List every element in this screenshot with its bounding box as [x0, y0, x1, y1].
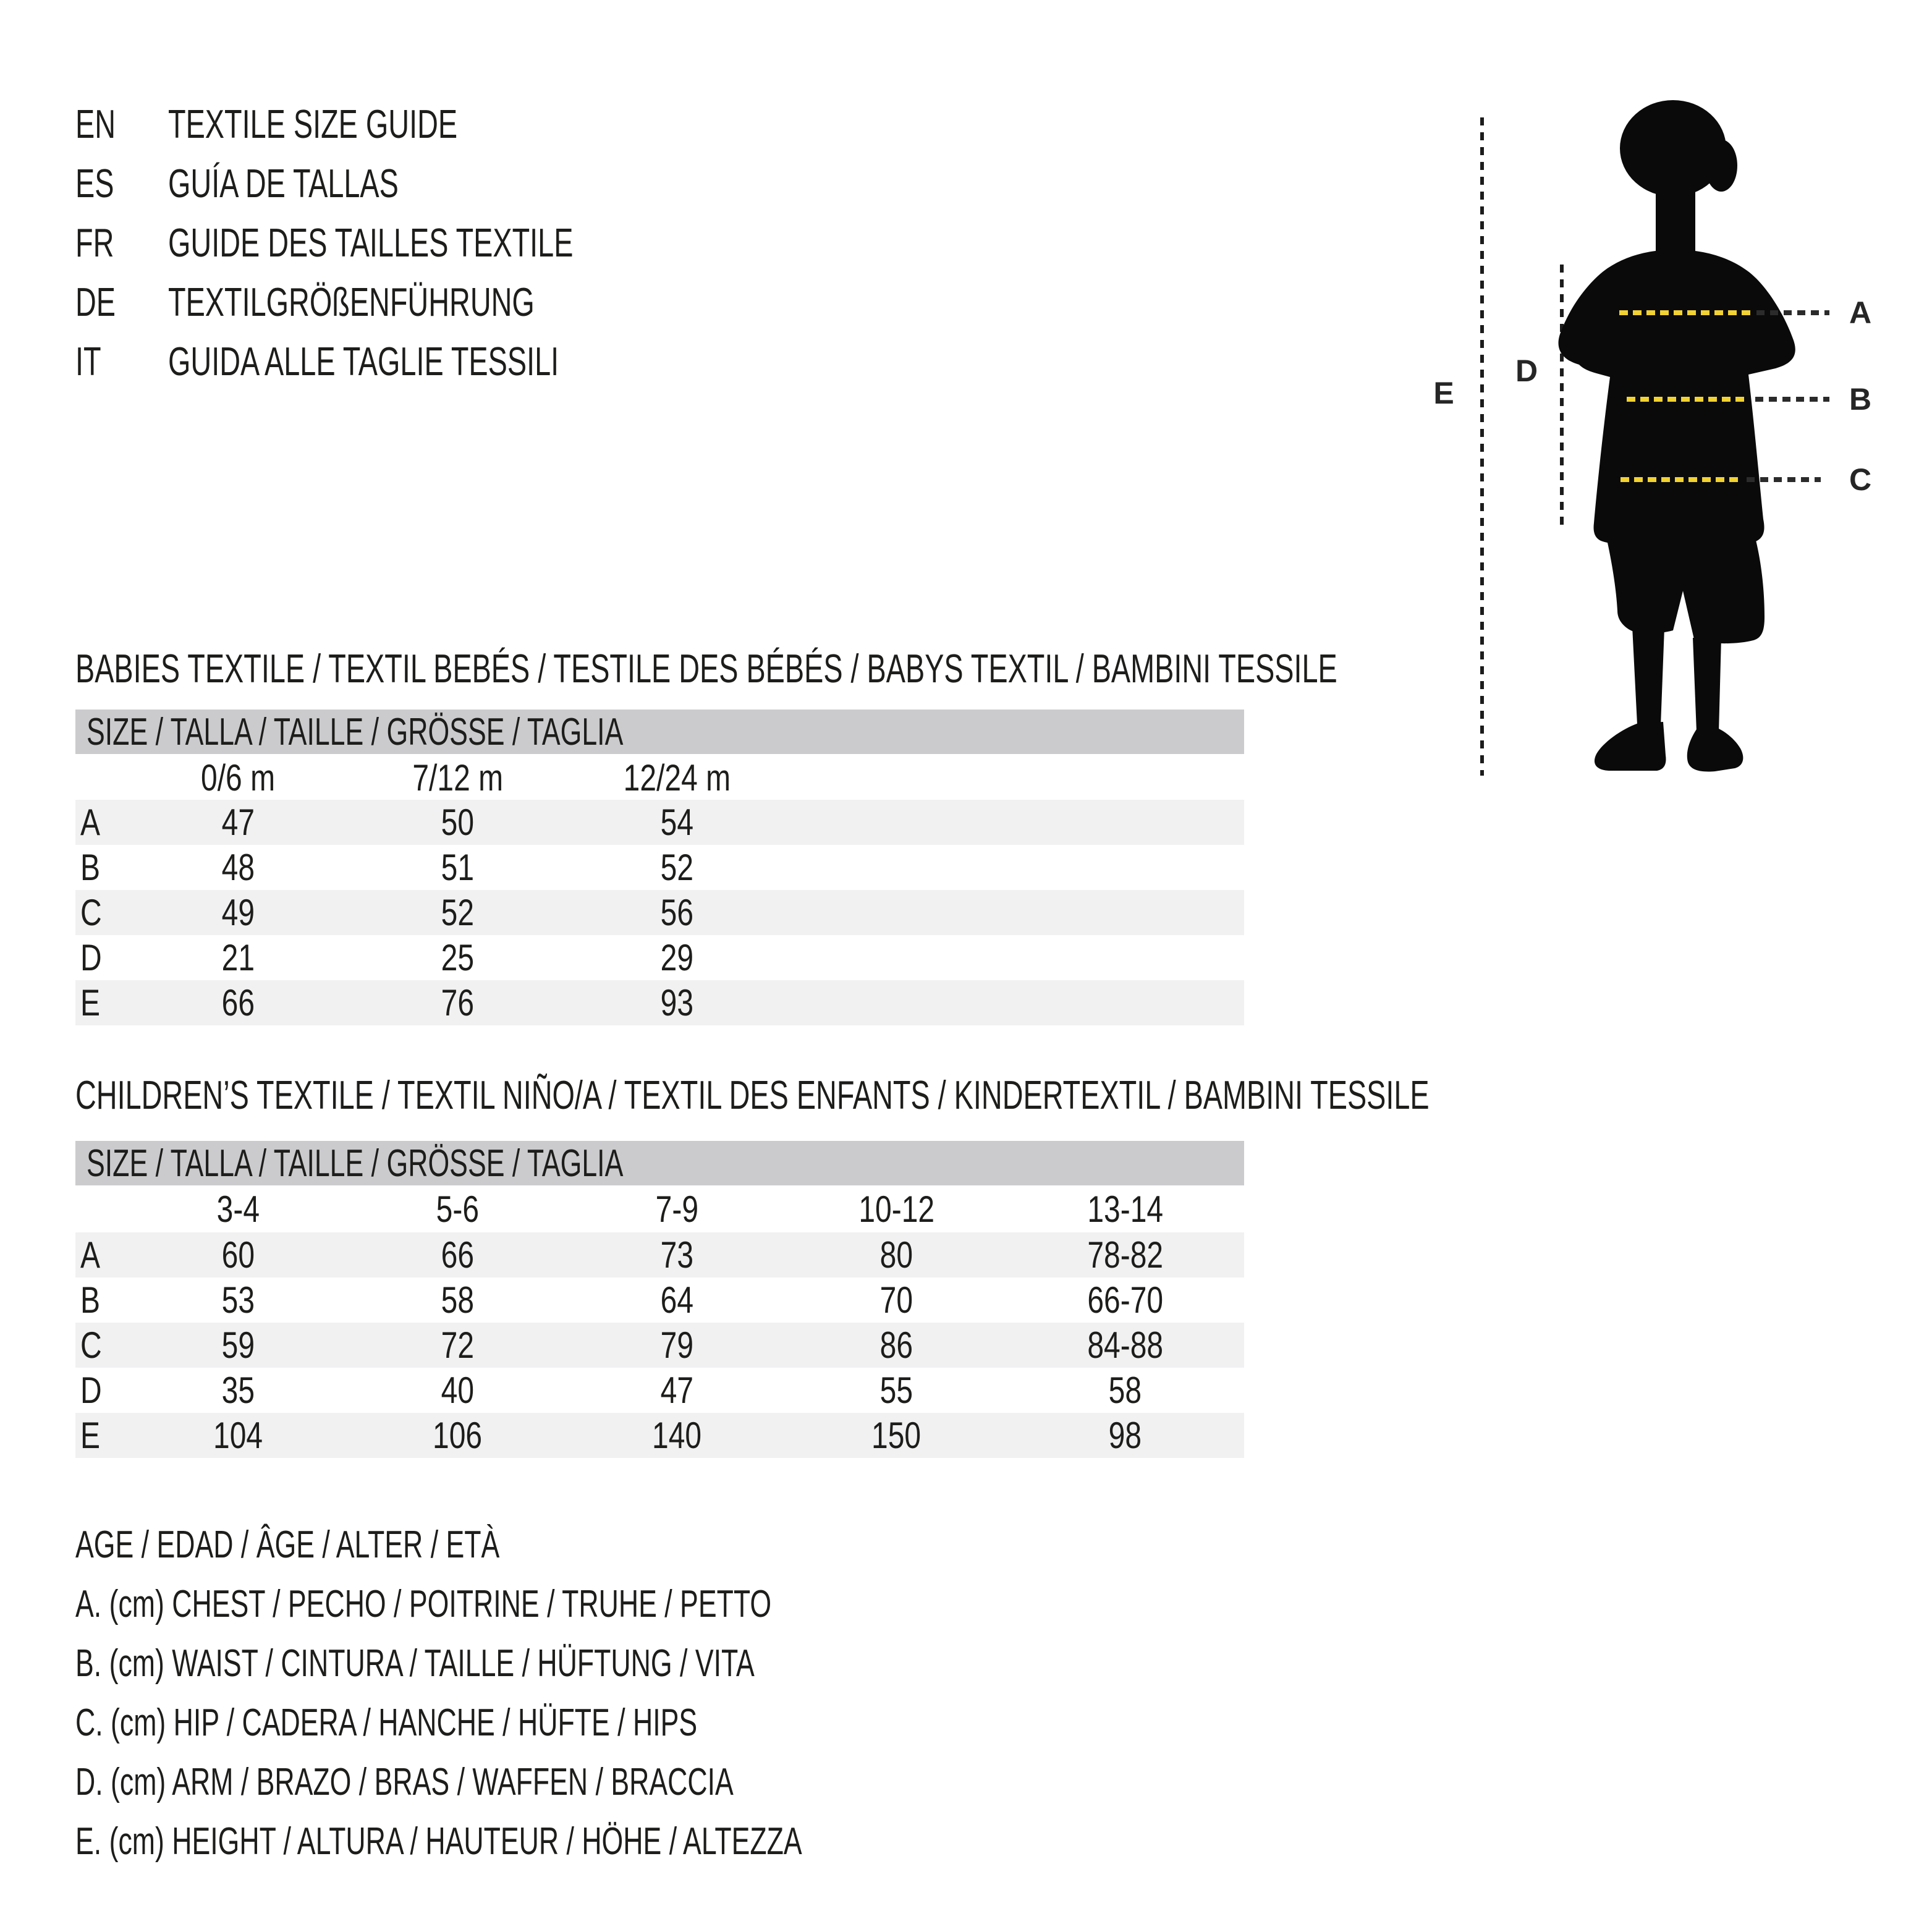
legend-text: C. (cm) HIP / CADERA / HANCHE / HÜFTE / HIPS — [75, 1701, 698, 1744]
silhouette-left-shoe — [1595, 722, 1666, 771]
table-cell — [129, 1232, 348, 1277]
table-cell — [348, 800, 567, 845]
children-col-header — [348, 1187, 567, 1231]
row-label — [75, 1413, 129, 1458]
cell-value: 47 — [221, 802, 255, 843]
language-title: GUIDA ALLE TAGLIE TESSILI — [168, 339, 559, 384]
children-header-spacer — [75, 1187, 129, 1231]
table-cell — [348, 1277, 567, 1323]
table-cell — [567, 800, 787, 845]
row-label-text: C — [80, 1324, 102, 1366]
cell-value: 52 — [660, 847, 694, 888]
children-col-header — [1006, 1187, 1244, 1231]
table-cell — [567, 890, 787, 935]
children-col-header — [129, 1187, 348, 1231]
language-row-es — [75, 154, 1435, 213]
language-row-en — [75, 95, 1435, 154]
hip-measure-dash — [1621, 477, 1743, 482]
children-col-header-text: 10-12 — [858, 1188, 934, 1230]
legend-height — [75, 1812, 1559, 1871]
cell-value: 106 — [433, 1415, 483, 1456]
table-cell — [567, 1368, 787, 1413]
children-col-header-text: 5-6 — [436, 1188, 480, 1230]
table-cell — [787, 1413, 1006, 1458]
table-cell — [348, 845, 567, 890]
table-cell — [787, 1277, 1006, 1323]
cell-value: 29 — [660, 937, 694, 978]
children-col-header-text: 7-9 — [655, 1188, 699, 1230]
cell-value: 86 — [879, 1324, 913, 1366]
babies-row-height — [75, 980, 1244, 1025]
cell-value: 79 — [660, 1324, 694, 1366]
table-cell — [567, 1277, 787, 1323]
cell-value: 66 — [441, 1234, 475, 1276]
table-cell — [129, 1368, 348, 1413]
table-cell — [129, 1277, 348, 1323]
cell-value: 64 — [660, 1279, 694, 1321]
babies-col-header — [129, 755, 348, 800]
row-label-text: E — [80, 1415, 101, 1456]
children-header-row — [75, 1187, 1244, 1231]
table-cell — [787, 1323, 1006, 1368]
table-cell — [787, 1232, 1006, 1277]
table-cell — [1006, 1413, 1244, 1458]
table-cell — [348, 1232, 567, 1277]
table-cell — [348, 1368, 567, 1413]
row-label-text: E — [80, 982, 101, 1023]
row-label — [75, 1368, 129, 1413]
children-section-heading — [75, 1066, 1682, 1125]
cell-value: 140 — [652, 1415, 702, 1456]
table-cell — [1006, 1323, 1244, 1368]
babies-row-hip — [75, 890, 1244, 935]
row-label — [75, 980, 129, 1025]
chest-measure-dash — [1619, 310, 1750, 315]
language-row-de — [75, 273, 1435, 332]
legend-arm — [75, 1753, 1559, 1812]
babies-header-spacer — [75, 755, 129, 800]
table-cell — [129, 1413, 348, 1458]
cell-value: 21 — [221, 937, 255, 978]
children-heading-text: CHILDREN’S TEXTILE / TEXTIL NIÑO/A / TEXTIL DES ENFANTS / KINDERTEXTIL / BAMBINI TESSILE — [75, 1072, 1430, 1117]
cell-value: 25 — [441, 937, 475, 978]
cell-value: 60 — [221, 1234, 255, 1276]
language-title: TEXTILGRÖßENFÜHRUNG — [168, 279, 535, 324]
legend-text: A. (cm) CHEST / PECHO / POITRINE / TRUHE / PETTO — [75, 1583, 772, 1625]
language-title: GUÍA DE TALLAS — [168, 161, 399, 206]
waist-measure-dash — [1627, 397, 1748, 402]
children-row-height — [75, 1413, 1244, 1458]
cell-value: 56 — [660, 892, 694, 933]
cell-value: 51 — [441, 847, 475, 888]
table-cell — [567, 1413, 787, 1458]
children-col-header-text: 13-14 — [1087, 1188, 1163, 1230]
row-label-text: C — [80, 892, 102, 933]
cell-value: 66 — [221, 982, 255, 1023]
cell-value: 73 — [660, 1234, 694, 1276]
children-size-bar-label: SIZE / TALLA / TAILLE / GRÖSSE / TAGLIA — [87, 1142, 624, 1185]
cell-value: 59 — [221, 1324, 255, 1366]
babies-col-header — [348, 755, 567, 800]
cell-value: 53 — [221, 1279, 255, 1321]
language-title: TEXTILE SIZE GUIDE — [168, 101, 458, 146]
cell-value: 76 — [441, 982, 475, 1023]
figure-label-height: E — [1433, 376, 1454, 410]
figure-label-chest: A — [1849, 295, 1872, 330]
row-label — [75, 890, 129, 935]
silhouette-hair — [1705, 140, 1737, 192]
table-cell — [129, 980, 348, 1025]
language-row-fr — [75, 213, 1435, 273]
table-cell — [348, 980, 567, 1025]
cell-value: 66-70 — [1087, 1279, 1163, 1321]
cell-value: 70 — [879, 1279, 913, 1321]
language-code: EN — [75, 101, 116, 146]
babies-row-chest — [75, 800, 1244, 845]
row-label — [75, 1277, 129, 1323]
legend-hip — [75, 1693, 1559, 1753]
language-title: GUIDE DES TAILLES TEXTILE — [168, 220, 574, 265]
cell-value: 58 — [1108, 1370, 1142, 1411]
language-row-it — [75, 332, 1435, 391]
language-code: ES — [75, 161, 114, 206]
children-col-header-text: 3-4 — [216, 1188, 260, 1230]
row-label-text: D — [80, 937, 102, 978]
legend-text: B. (cm) WAIST / CINTURA / TAILLE / HÜFTUNG / VITA — [75, 1642, 755, 1685]
table-cell — [348, 1413, 567, 1458]
babies-size-bar-label: SIZE / TALLA / TAILLE / GRÖSSE / TAGLIA — [87, 710, 624, 753]
row-label — [75, 935, 129, 980]
table-cell — [1006, 1232, 1244, 1277]
table-cell — [567, 1232, 787, 1277]
babies-col-header-text: 0/6 m — [201, 756, 276, 799]
children-col-header — [567, 1187, 787, 1231]
children-size-bar — [75, 1141, 1244, 1185]
figure-label-arm: D — [1515, 354, 1538, 388]
table-cell — [567, 1323, 787, 1368]
hip-label-dash — [1747, 477, 1821, 482]
table-cell — [129, 935, 348, 980]
row-label-text: B — [80, 1279, 101, 1321]
row-label — [75, 1232, 129, 1277]
children-col-header — [787, 1187, 1006, 1231]
language-code: DE — [75, 279, 116, 324]
legend-text: AGE / EDAD / ÂGE / ALTER / ETÀ — [75, 1523, 500, 1566]
babies-row-waist — [75, 845, 1244, 890]
table-cell — [567, 980, 787, 1025]
children-row-arm — [75, 1368, 1244, 1413]
babies-col-header-text: 12/24 m — [623, 756, 731, 799]
table-cell — [129, 890, 348, 935]
language-code: IT — [75, 339, 101, 384]
table-cell — [567, 935, 787, 980]
figure-label-waist: B — [1849, 382, 1872, 417]
cell-value: 47 — [660, 1370, 694, 1411]
cell-value: 52 — [441, 892, 475, 933]
row-label — [75, 800, 129, 845]
table-cell — [1006, 1368, 1244, 1413]
legend-text: D. (cm) ARM / BRAZO / BRAS / WAFFEN / BRACCIA — [75, 1761, 734, 1803]
language-code: FR — [75, 220, 114, 265]
cell-value: 50 — [441, 802, 475, 843]
silhouette-shorts — [1603, 540, 1765, 643]
cell-value: 150 — [871, 1415, 922, 1456]
cell-value: 55 — [879, 1370, 913, 1411]
cell-value: 35 — [221, 1370, 255, 1411]
silhouette-neck — [1656, 178, 1695, 258]
babies-heading-text: BABIES TEXTILE / TEXTIL BEBÉS / TESTILE DES BÉBÉS / BABYS TEXTIL / BAMBINI TESSILE — [75, 646, 1337, 691]
row-label — [75, 845, 129, 890]
babies-header-row — [75, 755, 1244, 800]
cell-value: 48 — [221, 847, 255, 888]
children-row-hip — [75, 1323, 1244, 1368]
cell-value: 93 — [660, 982, 694, 1023]
legend-age — [75, 1515, 1559, 1575]
table-cell — [348, 935, 567, 980]
table-cell — [567, 845, 787, 890]
legend-waist — [75, 1634, 1559, 1693]
table-cell — [129, 800, 348, 845]
legend-chest — [75, 1575, 1559, 1634]
babies-size-bar — [75, 710, 1244, 754]
babies-row-arm — [75, 935, 1244, 980]
cell-value: 80 — [879, 1234, 913, 1276]
row-label-text: B — [80, 847, 101, 888]
chest-label-dash — [1756, 310, 1829, 315]
cell-value: 104 — [213, 1415, 263, 1456]
table-cell — [1006, 1277, 1244, 1323]
cell-value: 58 — [441, 1279, 475, 1321]
cell-value: 84-88 — [1087, 1324, 1163, 1366]
cell-value: 72 — [441, 1324, 475, 1366]
row-label-text: A — [80, 1234, 101, 1276]
table-cell — [129, 845, 348, 890]
babies-col-header — [567, 755, 787, 800]
children-row-chest — [75, 1232, 1244, 1277]
row-label-text: A — [80, 802, 101, 843]
row-label — [75, 1323, 129, 1368]
children-row-waist — [75, 1277, 1244, 1323]
babies-section-heading — [75, 639, 1682, 698]
row-label-text: D — [80, 1370, 102, 1411]
babies-col-header-text: 7/12 m — [412, 756, 503, 799]
cell-value: 78-82 — [1087, 1234, 1163, 1276]
cell-value: 40 — [441, 1370, 475, 1411]
silhouette-right-shoe — [1687, 729, 1743, 771]
cell-value: 54 — [660, 802, 694, 843]
cell-value: 49 — [221, 892, 255, 933]
cell-value: 98 — [1108, 1415, 1142, 1456]
silhouette-right-leg — [1693, 638, 1721, 732]
figure-label-hip: C — [1849, 462, 1872, 497]
waist-label-dash — [1755, 397, 1829, 402]
table-cell — [348, 890, 567, 935]
table-cell — [129, 1323, 348, 1368]
legend-text: E. (cm) HEIGHT / ALTURA / HAUTEUR / HÖHE / ALTEZZA — [75, 1820, 802, 1863]
table-cell — [787, 1368, 1006, 1413]
table-cell — [348, 1323, 567, 1368]
